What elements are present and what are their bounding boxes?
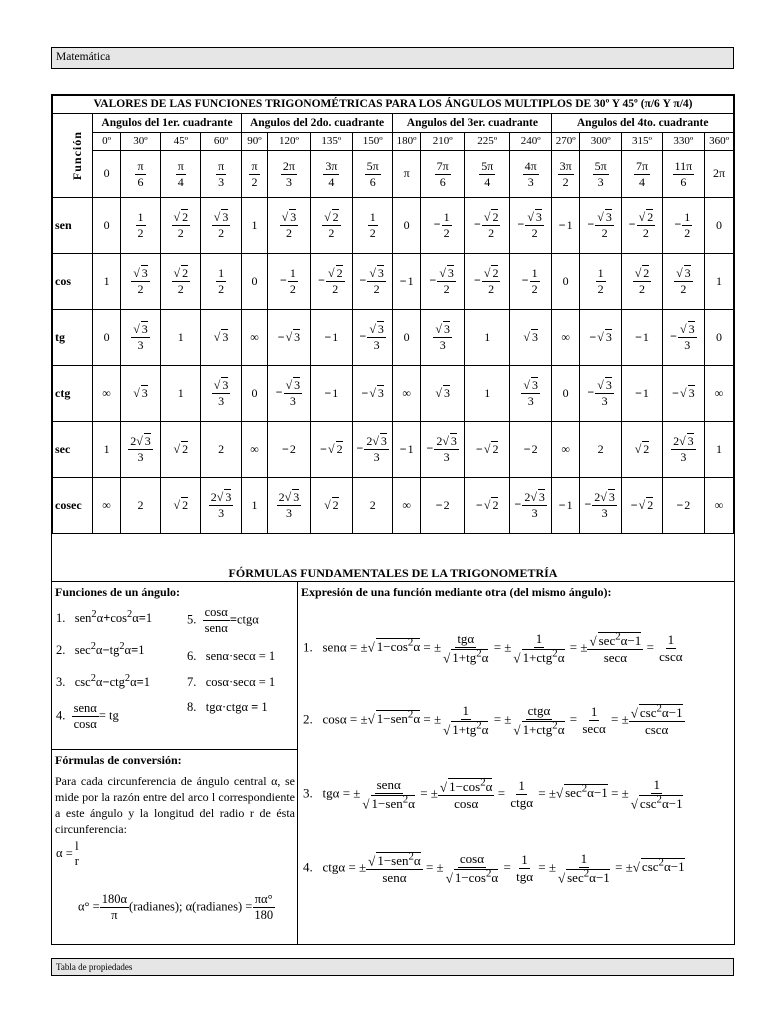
value-cell: − $\frac{√ 2}{2}$ <box>465 198 510 254</box>
value-cell: ∞ <box>93 478 121 534</box>
degree-cell: 60º <box>201 133 241 151</box>
conversion-title: Fórmulas de conversión: <box>55 753 182 767</box>
conversion-text: Para cada circunferencia de ángulo central α, se mide por la razón entre del arco l correspondiente a este ángulo y la longitud del radio r de ésta circunferencia: <box>55 774 295 836</box>
radian-cell: $\frac{\pi}{6}$ <box>120 151 160 198</box>
function-name-cell: tg <box>53 310 93 366</box>
value-cell: 0 <box>93 310 121 366</box>
table-row <box>53 366 734 422</box>
value-cell: $\frac{1}{2}$ <box>353 198 393 254</box>
value-cell: −√ 3 <box>353 366 393 422</box>
formula-2: 2. $\sec^2\alpha-tg^2\alpha=1$ <box>56 641 145 658</box>
degree-cell: 90º <box>241 133 268 151</box>
degree-cell: 120º <box>268 133 310 151</box>
value-cell: 0 <box>393 310 421 366</box>
radian-cell: $\frac{2\pi}{3}$ <box>268 151 310 198</box>
value-cell: ∞ <box>241 310 268 366</box>
degree-cell: 240º <box>509 133 551 151</box>
value-cell: − $\frac{√ 3}{3}$ <box>662 310 704 366</box>
value-cell: ∞ <box>393 478 421 534</box>
function-label: Función <box>69 130 84 181</box>
value-cell: −√ 2 <box>310 422 352 478</box>
conversion-section <box>52 749 298 923</box>
value-cell: √ 2 <box>622 422 662 478</box>
expression-4-num: 4. <box>303 859 313 875</box>
value-cell: − $\frac{2√ 3}{3}$ <box>509 478 551 534</box>
table-row <box>53 422 734 478</box>
left-formulas-panel <box>52 582 298 944</box>
value-cell: − $\frac{1}{2}$ <box>509 254 551 310</box>
degree-cell: 270º <box>552 133 580 151</box>
page-footer <box>51 958 734 976</box>
value-cell: √ 2 <box>161 478 201 534</box>
degree-row <box>53 133 734 151</box>
table-row <box>53 198 734 254</box>
value-cell: −1 <box>552 198 580 254</box>
value-cell: $\frac{1}{2}$ <box>201 254 241 310</box>
value-cell: $\frac{√ 3}{3}$ <box>420 310 465 366</box>
radian-cell: $\frac{4\pi}{3}$ <box>509 151 551 198</box>
value-cell: −1 <box>622 310 662 366</box>
function-name-cell: sen <box>53 198 93 254</box>
value-cell: √ 2 <box>310 478 352 534</box>
header-title: Matemática <box>56 51 111 63</box>
value-cell: 2 <box>201 422 241 478</box>
value-cell: $\frac{√ 3}{3}$ <box>120 310 160 366</box>
value-cell: 0 <box>393 198 421 254</box>
value-cell: − $\frac{1}{2}$ <box>268 254 310 310</box>
value-cell: $\frac{2√ 3}{3}$ <box>120 422 160 478</box>
value-cell: − $\frac{√ 3}{2}$ <box>509 198 551 254</box>
value-cell: − $\frac{√ 3}{2}$ <box>420 254 465 310</box>
footer-text: Tabla de propiedades <box>56 962 133 972</box>
value-cell: −1 <box>552 478 580 534</box>
value-cell: − $\frac{2√ 3}{3}$ <box>420 422 465 478</box>
value-cell: √ 3 <box>201 310 241 366</box>
formula-6: 6. senα·secα = 1 <box>187 649 276 663</box>
value-cell: $\frac{√ 2}{2}$ <box>622 254 662 310</box>
radian-cell: $\frac{5\pi}{3}$ <box>579 151 621 198</box>
value-cell: 1 <box>705 254 734 310</box>
value-cell: ∞ <box>552 310 580 366</box>
table-row <box>53 478 734 534</box>
formulas-title: FÓRMULAS FUNDAMENTALES DE LA TRIGONOMETRÍA <box>52 565 734 582</box>
right-formulas-panel <box>298 582 734 944</box>
value-cell: 0 <box>552 366 580 422</box>
value-cell: − $\frac{√ 2}{2}$ <box>310 254 352 310</box>
value-cell: − $\frac{√ 3}{3}$ <box>353 310 393 366</box>
value-cell: −√ 2 <box>465 478 510 534</box>
function-col-header <box>53 114 93 198</box>
expression-1-num: 1. <box>303 639 313 655</box>
degree-cell: 300º <box>579 133 621 151</box>
radian-cell: 2π <box>705 151 734 198</box>
value-cell: −√ 3 <box>662 366 704 422</box>
radian-row <box>53 151 734 198</box>
expression-3-lhs: tgα <box>322 785 340 801</box>
value-cell: 1 <box>93 422 121 478</box>
value-cell: − $\frac{√ 2}{2}$ <box>622 198 662 254</box>
value-cell: $\frac{1}{2}$ <box>579 254 621 310</box>
value-cell: 1 <box>161 366 201 422</box>
value-cell: $\frac{√ 3}{2}$ <box>201 198 241 254</box>
degree-cell: 30º <box>120 133 160 151</box>
formula-8: 8. tgα·ctgα = 1 <box>187 700 268 714</box>
value-cell: $\frac{√ 2}{2}$ <box>161 254 201 310</box>
single-angle-title: Funciones de un ángulo: <box>55 585 181 599</box>
expression-3-num: 3. <box>303 785 313 801</box>
value-cell: −1 <box>310 366 352 422</box>
value-cell: − $\frac{√ 2}{2}$ <box>465 254 510 310</box>
function-name-cell: ctg <box>53 366 93 422</box>
value-cell: −1 <box>310 310 352 366</box>
radian-cell: $\frac{\pi}{3}$ <box>201 151 241 198</box>
value-cell: ∞ <box>393 366 421 422</box>
value-cell: $\frac{√ 3}{3}$ <box>201 366 241 422</box>
radian-cell: 0 <box>93 151 121 198</box>
value-cell: 0 <box>241 366 268 422</box>
value-cell: −√ 2 <box>465 422 510 478</box>
radian-cell: π <box>393 151 421 198</box>
value-cell: $\frac{2√ 3}{3}$ <box>201 478 241 534</box>
degree-cell: 330º <box>662 133 704 151</box>
degree-cell: 0º <box>93 133 121 151</box>
value-cell: 0 <box>93 198 121 254</box>
expression-1: 1. senα = ±√ $1-\cos^2\alpha$ = ± tgα √ $1+tg^2\alpha$ = ± 1 √ 1+ctg$^2$α = ± √ $\sec^2\alpha-1$ secα = 1 cscα <box>303 631 683 665</box>
value-cell: −1 <box>393 422 421 478</box>
value-cell: 1 <box>465 366 510 422</box>
value-cell: − $\frac{1}{2}$ <box>420 198 465 254</box>
degree-cell: 360º <box>705 133 734 151</box>
degree-cell: 315º <box>622 133 662 151</box>
value-cell: 1 <box>93 254 121 310</box>
value-cell: $\frac{2√ 3}{3}$ <box>662 422 704 478</box>
expression-2-num: 2. <box>303 711 313 727</box>
quadrant-4-header: Angulos del 4to. cuadrante <box>552 114 734 133</box>
value-cell: −2 <box>509 422 551 478</box>
value-cell: √ 3 <box>120 366 160 422</box>
value-cell: 0 <box>552 254 580 310</box>
radian-cell: $\frac{7\pi}{6}$ <box>420 151 465 198</box>
value-cell: 1 <box>241 198 268 254</box>
degree-cell: 135º <box>310 133 352 151</box>
quadrant-1-header: Angulos del 1er. cuadrante <box>93 114 241 133</box>
radian-cell: $\frac{11\pi}{6}$ <box>662 151 704 198</box>
value-cell: $\frac{√ 2}{2}$ <box>161 198 201 254</box>
value-cell: −2 <box>662 478 704 534</box>
radian-cell: $\frac{7\pi}{4}$ <box>622 151 662 198</box>
value-cell: −√ 3 <box>579 310 621 366</box>
value-cell: − $\frac{2√ 3}{3}$ <box>353 422 393 478</box>
value-cell: −√ 2 <box>622 478 662 534</box>
value-cell: 2 <box>353 478 393 534</box>
formula-3: 3. $\csc^2\alpha-ctg^2\alpha=1$ <box>56 673 151 690</box>
value-cell: 0 <box>241 254 268 310</box>
quadrant-2-header: Angulos del 2do. cuadrante <box>241 114 393 133</box>
value-cell: ∞ <box>705 478 734 534</box>
value-cell: √ 2 <box>161 422 201 478</box>
value-cell: $\frac{√ 3}{2}$ <box>268 198 310 254</box>
function-name-cell: cos <box>53 254 93 310</box>
value-cell: ∞ <box>552 422 580 478</box>
value-cell: 1 <box>241 478 268 534</box>
table-row <box>53 254 734 310</box>
value-cell: − $\frac{√ 3}{2}$ <box>579 198 621 254</box>
value-cell: −√ 3 <box>268 310 310 366</box>
value-cell: $\frac{√ 3}{2}$ <box>662 254 704 310</box>
radian-cell: $\frac{3\pi}{4}$ <box>310 151 352 198</box>
radian-cell: $\frac{5\pi}{6}$ <box>353 151 393 198</box>
formula-1: 1. $sen^2\alpha+\cos^2\alpha=1$ <box>56 609 153 626</box>
value-cell: 0 <box>705 310 734 366</box>
value-cell: 1 <box>705 422 734 478</box>
value-cell: $\frac{2√ 3}{3}$ <box>268 478 310 534</box>
value-cell: ∞ <box>705 366 734 422</box>
expression-2-lhs: cosα <box>322 711 347 727</box>
formula-5: 5. cosα senα =ctgα <box>187 605 259 636</box>
value-cell: $\frac{√ 2}{2}$ <box>310 198 352 254</box>
value-cell: − $\frac{2√ 3}{3}$ <box>579 478 621 534</box>
table-title: VALORES DE LAS FUNCIONES TRIGONOMÉTRICAS PARA LOS ÁNGULOS MULTIPLOS DE 30º Y 45º (π/6 Y π/4) <box>53 96 734 114</box>
degree-cell: 45º <box>161 133 201 151</box>
degree-cell: 210º <box>420 133 465 151</box>
function-name-cell: cosec <box>53 478 93 534</box>
expression-3: 3. tgα = ± senα √ 1−sen$^2$α = ± $\frac{√ 1-\cos^2\alpha}{\cos\alpha}$ = 1 ctgα = ±√ $\sec^2\alpha-1$ = ± 1 √ $\csc^2\alpha-1$ <box>303 777 683 811</box>
conversion-formula-1: α = l r <box>56 839 79 869</box>
radian-cell: $\frac{5\pi}{4}$ <box>465 151 510 198</box>
formula-4: 4. senα cosα = tg <box>56 701 119 732</box>
degree-cell: 150º <box>353 133 393 151</box>
radian-cell: $\frac{\pi}{2}$ <box>241 151 268 198</box>
value-cell: 1 <box>465 310 510 366</box>
value-cell: √ 3 <box>509 310 551 366</box>
value-cell: $\frac{√ 3}{3}$ <box>509 366 551 422</box>
radian-cell: $\frac{\pi}{4}$ <box>161 151 201 198</box>
trig-sheet <box>51 94 735 945</box>
value-cell: ∞ <box>93 366 121 422</box>
formula-7: 7. cosα·secα = 1 <box>187 675 276 689</box>
degree-cell: 180º <box>393 133 421 151</box>
expression-title: Expresión de una función mediante otra (del mismo ángulo): <box>301 585 612 599</box>
quadrant-3-header: Angulos del 3er. cuadrante <box>393 114 552 133</box>
value-cell: − $\frac{√ 3}{3}$ <box>579 366 621 422</box>
degree-cell: 225º <box>465 133 510 151</box>
value-cell: − $\frac{√ 3}{3}$ <box>268 366 310 422</box>
trig-values-table <box>52 95 734 534</box>
value-cell: ∞ <box>241 422 268 478</box>
page-header <box>51 47 734 69</box>
value-cell: −2 <box>420 478 465 534</box>
expression-2: 2. cosα = ±√ 1−sen$^2$α = ± $\frac{1}{√ 1+tg^2\alpha}$ = ± ctgα √ 1+ctg$^2$α = 1 secα = ± √ $\csc^2\alpha-1$ cscα <box>303 703 683 737</box>
value-cell: −2 <box>268 422 310 478</box>
value-cell: √ 3 <box>420 366 465 422</box>
value-cell: −1 <box>393 254 421 310</box>
values-body <box>53 198 734 534</box>
expression-4-lhs: ctgα <box>322 859 346 875</box>
value-cell: −1 <box>622 366 662 422</box>
conversion-formula-2: α° = $\frac{180\alpha}{\pi}$ (radianes); α(radianes) = $\frac{\pi\alpha^\circ}{180}$ <box>78 892 274 923</box>
table-row <box>53 310 734 366</box>
value-cell: − $\frac{√ 3}{2}$ <box>353 254 393 310</box>
expression-4: 4. ctgα = ± √ 1−sen$^2$α senα = ± $\frac{\cos\alpha}{√ 1-\cos^2\alpha}$ = 1 tgα = ± 1 √ $\sec^2\alpha-1$ = ±√ $\csc^2\alpha-1$ <box>303 851 685 885</box>
value-cell: 2 <box>579 422 621 478</box>
value-cell: 1 <box>161 310 201 366</box>
value-cell: $\frac{1}{2}$ <box>120 198 160 254</box>
value-cell: $\frac{√ 3}{2}$ <box>120 254 160 310</box>
function-name-cell: sec <box>53 422 93 478</box>
value-cell: 2 <box>120 478 160 534</box>
radian-cell: $\frac{3\pi}{2}$ <box>552 151 580 198</box>
value-cell: − $\frac{1}{2}$ <box>662 198 704 254</box>
expression-1-lhs: senα <box>322 639 347 655</box>
value-cell: 0 <box>705 198 734 254</box>
